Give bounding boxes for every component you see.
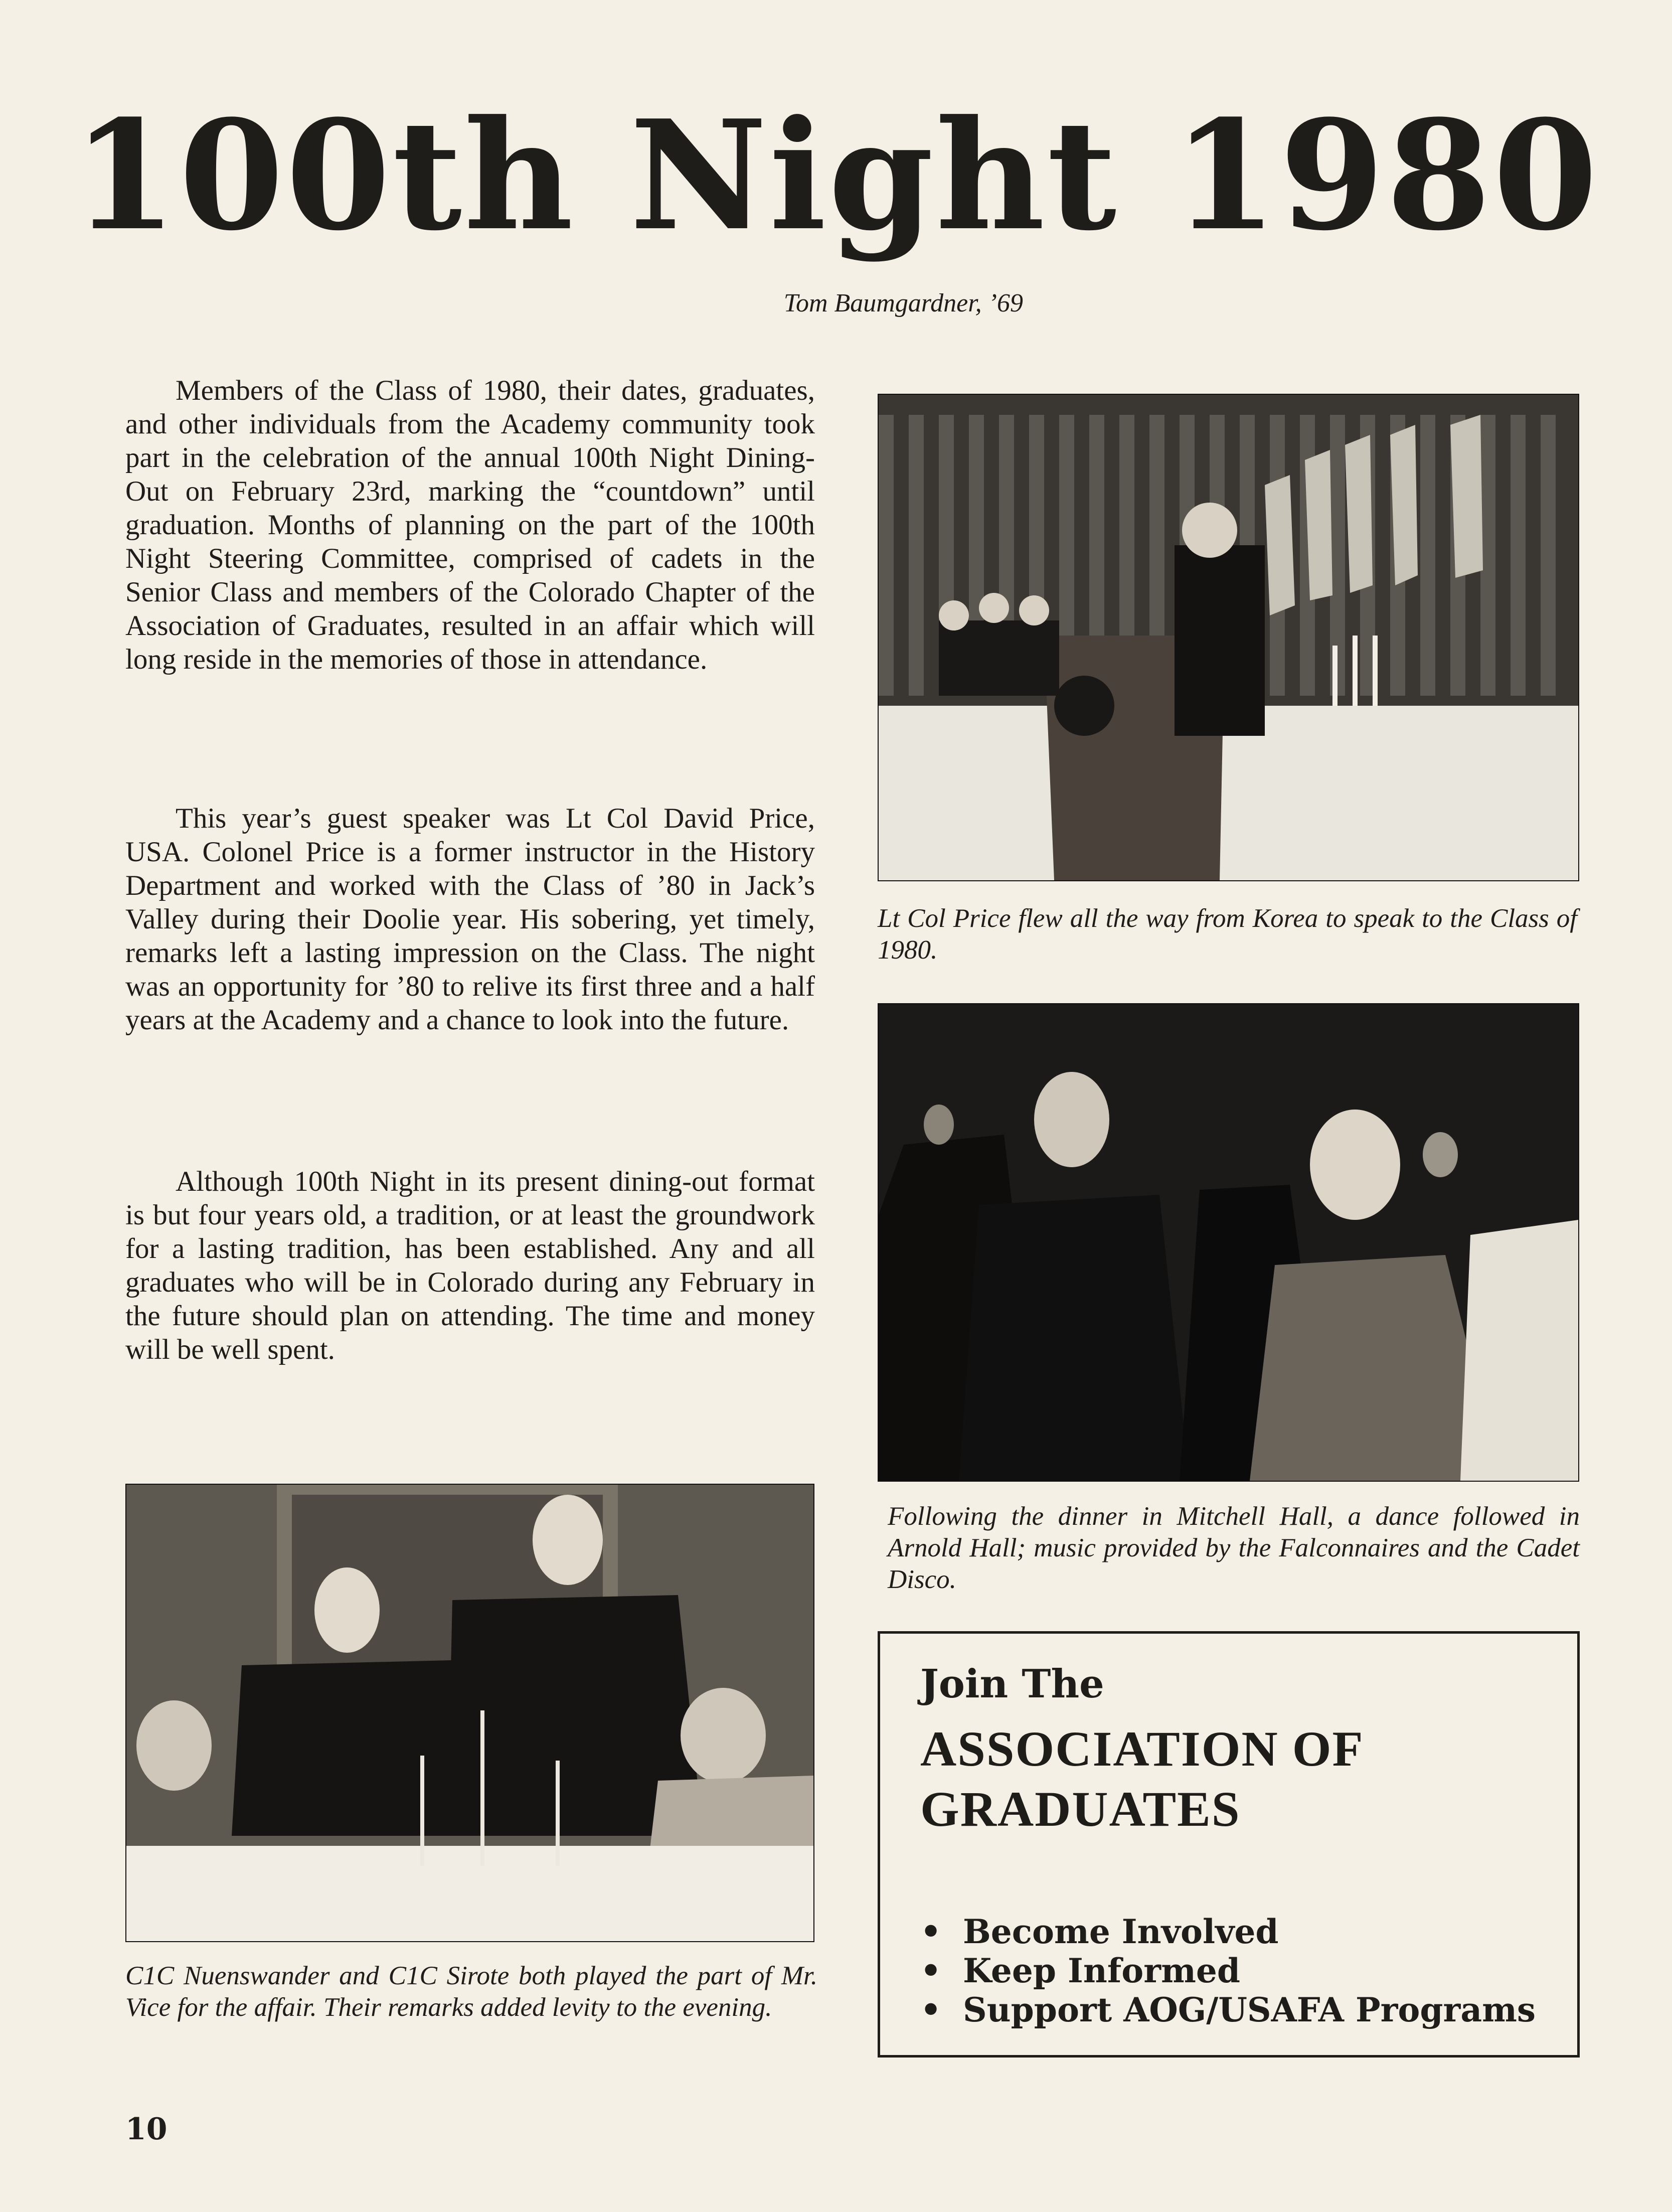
paragraph-3: Although 100th Night in its present dining-out format is but four years old, a tradition, or at least the groundwork for a lasting tradition, has been established. Any and all graduates who will be in Colorado during any February in the future should plan on attending. The time and money will be well spent.: [125, 1166, 815, 1365]
aog-join-text: Join The: [920, 1661, 1104, 1707]
aog-advertisement: [878, 1631, 1580, 2058]
bullet-icon: •: [920, 1912, 942, 1951]
aog-name: ASSOCIATION OF GRADUATES: [920, 1721, 1362, 1837]
article-title: 100th Night 1980: [72, 87, 1600, 264]
speaker-photo-caption: Lt Col Price flew all the way from Korea to speak to the Class of 1980.: [878, 904, 1577, 965]
bullet-icon: •: [920, 1990, 942, 2029]
paragraph-1: Members of the Class of 1980, their dates, graduates, and other individuals from the Academy community took part in the celebration of the annual 100th Night Dining-Out on February 23rd, marking the “countdown” until graduation. Months of planning on the part of the 100th Night Steering Committee, comprised of cadets in the Senior Class and members of the Colorado Chapter of the Association of Graduates, resulted in an affair which will long reside in the memories of those in attendance.: [125, 375, 815, 675]
paragraph-2: This year’s guest speaker was Lt Col David Price, USA. Colonel Price is a former instructor in the History Department and worked with the Class of ’80 in Jack’s Valley during their Doolie year. His sobering, yet timely, remarks left a lasting impression on the Class. The night was an opportunity for ’80 to relive its first three and a half years at the Academy and a chance to look into the future.: [125, 803, 815, 1036]
page-number: 10: [125, 2112, 168, 2147]
dance-photo: [878, 1003, 1579, 1482]
speaker-photo: [878, 394, 1579, 881]
aog-benefits-list: [920, 1912, 1536, 2029]
mr-vice-photo-caption: C1C Nuenswander and C1C Sirote both played the part of Mr. Vice for the affair. Their remarks added levity to the evening.: [125, 1961, 817, 2022]
aog-benefit-involved: • Become Involved: [920, 1912, 1279, 1951]
bullet-icon: •: [920, 1951, 942, 1990]
aog-benefit-programs: • Support AOG/USAFA Programs: [920, 1990, 1536, 2029]
article-byline: Tom Baumgardner, ’69: [783, 289, 1023, 318]
aog-benefit-informed: • Keep Informed: [920, 1951, 1241, 1990]
dance-photo-caption: Following the dinner in Mitchell Hall, a dance followed in Arnold Hall; music provided by the Falconnaires and the Cadet Disco.: [888, 1502, 1580, 1594]
mr-vice-photo: [125, 1484, 814, 1942]
